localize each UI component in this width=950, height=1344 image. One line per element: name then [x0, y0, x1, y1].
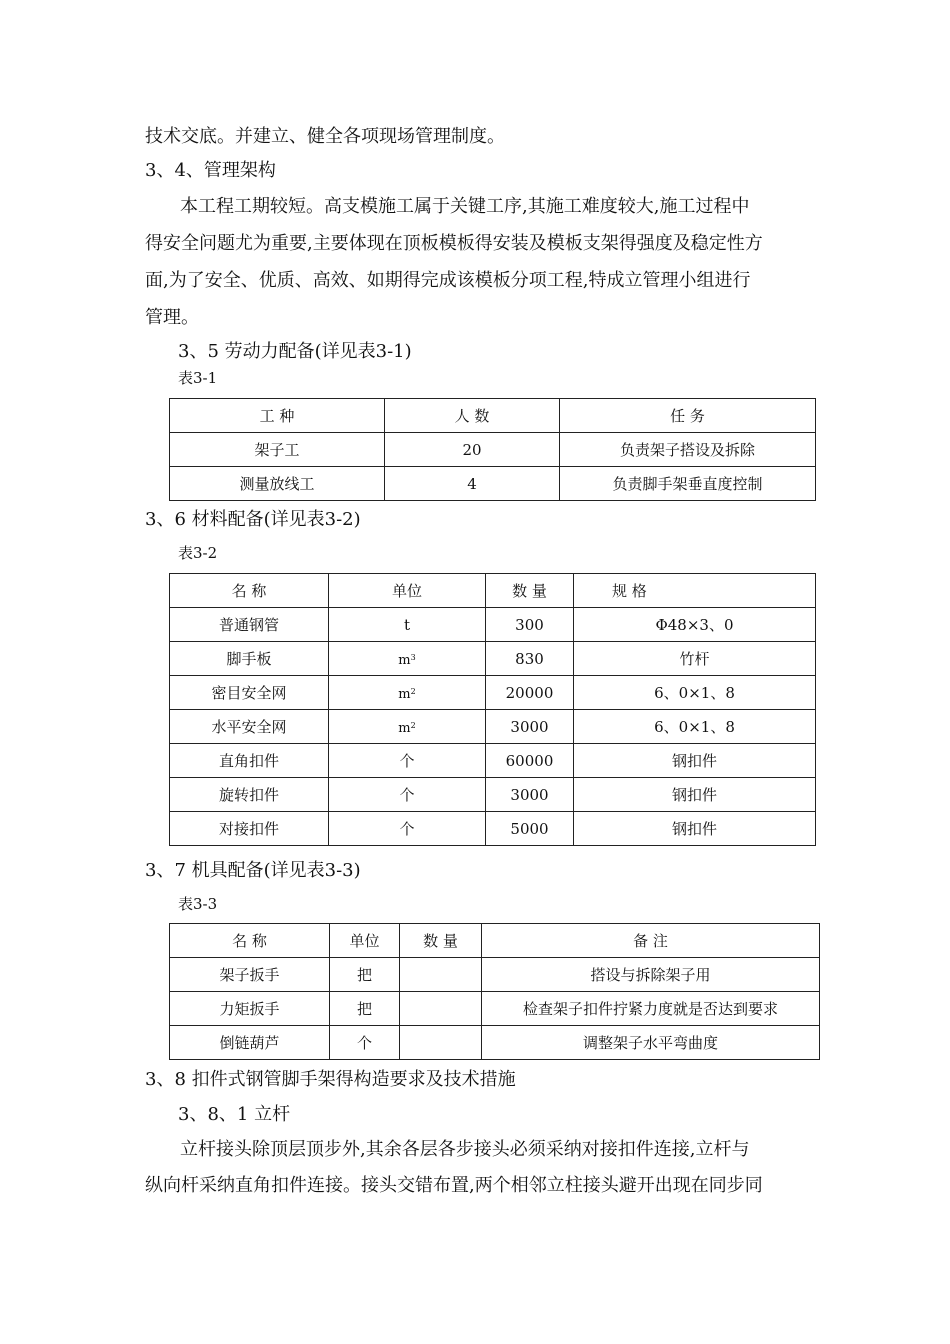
table-cell: 300	[486, 608, 574, 642]
table-cell: 倒链葫芦	[170, 1026, 330, 1060]
table2-caption: 表3-2	[178, 544, 218, 562]
table-row	[170, 744, 816, 778]
unit-text: m	[398, 686, 411, 702]
table-cell: 把	[330, 992, 400, 1026]
table-cell: 普通钢管	[170, 608, 329, 642]
table3-caption: 表3-3	[178, 895, 218, 913]
table-header-cell: 数 量	[486, 574, 574, 608]
table-row	[170, 992, 820, 1026]
table-cell: 钢扣件	[574, 744, 816, 778]
paragraph-management-line2: 得安全问题尤为重要,主要体现在顶板模板得安装及模板支架得强度及稳定性方	[145, 233, 763, 254]
labor-table	[169, 398, 816, 501]
heading-3-7: 3、7 机具配备(详见表3-3)	[145, 860, 361, 881]
table-cell: 搭设与拆除架子用	[482, 958, 820, 992]
equipment-table	[169, 923, 820, 1060]
table-row	[170, 958, 820, 992]
table-cell: Φ48×3、0	[574, 608, 816, 642]
paragraph-upright-line2: 纵向杆采纳直角扣件连接。接头交错布置,两个相邻立柱接头避开出现在同步同	[145, 1175, 763, 1196]
table-header-cell: 单位	[329, 574, 486, 608]
table-cell: 直角扣件	[170, 744, 329, 778]
table-header-cell: 任 务	[560, 399, 816, 433]
unit-exponent: 2	[410, 720, 416, 730]
table-cell: 6、0×1、8	[574, 676, 816, 710]
heading-3-5: 3、5 劳动力配备(详见表3-1)	[178, 341, 412, 362]
table-header-row	[170, 924, 820, 958]
table-cell: 3000	[486, 778, 574, 812]
table-cell	[400, 958, 482, 992]
table-cell: 把	[330, 958, 400, 992]
paragraph-upright-line1: 立杆接头除顶层顶步外,其余各层各步接头必须采纳对接扣件连接,立杆与	[180, 1139, 750, 1160]
table-cell: 水平安全网	[170, 710, 329, 744]
heading-3-6: 3、6 材料配备(详见表3-2)	[145, 509, 361, 530]
table-row	[170, 676, 816, 710]
table-row	[170, 467, 816, 501]
heading-3-4: 3、4、管理架构	[145, 160, 276, 181]
table-cell: 个	[330, 1026, 400, 1060]
table-cell: 60000	[486, 744, 574, 778]
paragraph-management-line1: 本工程工期较短。高支模施工属于关键工序,其施工难度较大,施工过程中	[180, 196, 750, 217]
table-cell: 830	[486, 642, 574, 676]
table-header-cell: 备 注	[482, 924, 820, 958]
table-cell: 竹杆	[574, 642, 816, 676]
table-header-cell: 工 种	[170, 399, 385, 433]
table-header-cell: 数 量	[400, 924, 482, 958]
table-header-cell: 规 格	[574, 574, 816, 608]
table-cell	[400, 1026, 482, 1060]
paragraph-management-line3: 面,为了安全、优质、高效、如期得完成该模板分项工程,特成立管理小组进行	[145, 270, 751, 291]
table-cell: 架子扳手	[170, 958, 330, 992]
table-cell: 密目安全网	[170, 676, 329, 710]
table-cell	[400, 992, 482, 1026]
table-cell: 3000	[486, 710, 574, 744]
table-row	[170, 642, 816, 676]
unit-text: m	[398, 652, 411, 668]
table-cell: 20000	[486, 676, 574, 710]
heading-3-8: 3、8 扣件式钢管脚手架得构造要求及技术措施	[145, 1069, 516, 1090]
heading-3-8-1: 3、8、1 立杆	[178, 1104, 291, 1125]
table-cell: 对接扣件	[170, 812, 329, 846]
table-row	[170, 433, 816, 467]
table-cell: 钢扣件	[574, 812, 816, 846]
table-cell: 脚手板	[170, 642, 329, 676]
unit-text: m	[398, 720, 411, 736]
table-row	[170, 608, 816, 642]
table-cell: 个	[329, 778, 486, 812]
table-cell: 负责脚手架垂直度控制	[560, 467, 816, 501]
table-cell: 钢扣件	[574, 778, 816, 812]
table-cell: 旋转扣件	[170, 778, 329, 812]
table-cell	[329, 710, 486, 744]
table-cell: 4	[385, 467, 560, 501]
table1-caption: 表3-1	[178, 369, 218, 387]
table-header-cell: 名 称	[170, 924, 330, 958]
table-cell: 检查架子扣件拧紧力度就是否达到要求	[482, 992, 820, 1026]
table-header-cell: 人 数	[385, 399, 560, 433]
paragraph-management-line4: 管理。	[145, 307, 199, 328]
table-header-cell: 单位	[330, 924, 400, 958]
table-cell: 个	[329, 744, 486, 778]
table-cell: 5000	[486, 812, 574, 846]
table-cell: 负责架子搭设及拆除	[560, 433, 816, 467]
table-header-row	[170, 574, 816, 608]
table-row	[170, 812, 816, 846]
table-cell: 调整架子水平弯曲度	[482, 1026, 820, 1060]
table-row	[170, 1026, 820, 1060]
unit-exponent: 2	[410, 686, 416, 696]
paragraph-intro: 技术交底。并建立、健全各项现场管理制度。	[145, 126, 505, 147]
table-cell: 力矩扳手	[170, 992, 330, 1026]
table-header-row	[170, 399, 816, 433]
table-cell: 6、0×1、8	[574, 710, 816, 744]
table-cell: t	[329, 608, 486, 642]
table-cell	[329, 676, 486, 710]
materials-table	[169, 573, 816, 846]
table-cell: 个	[329, 812, 486, 846]
table-cell	[329, 642, 486, 676]
table-row	[170, 710, 816, 744]
table-cell: 测量放线工	[170, 467, 385, 501]
table-cell: 20	[385, 433, 560, 467]
unit-exponent: 3	[410, 652, 416, 662]
table-cell: 架子工	[170, 433, 385, 467]
table-header-cell: 名 称	[170, 574, 329, 608]
table-row	[170, 778, 816, 812]
